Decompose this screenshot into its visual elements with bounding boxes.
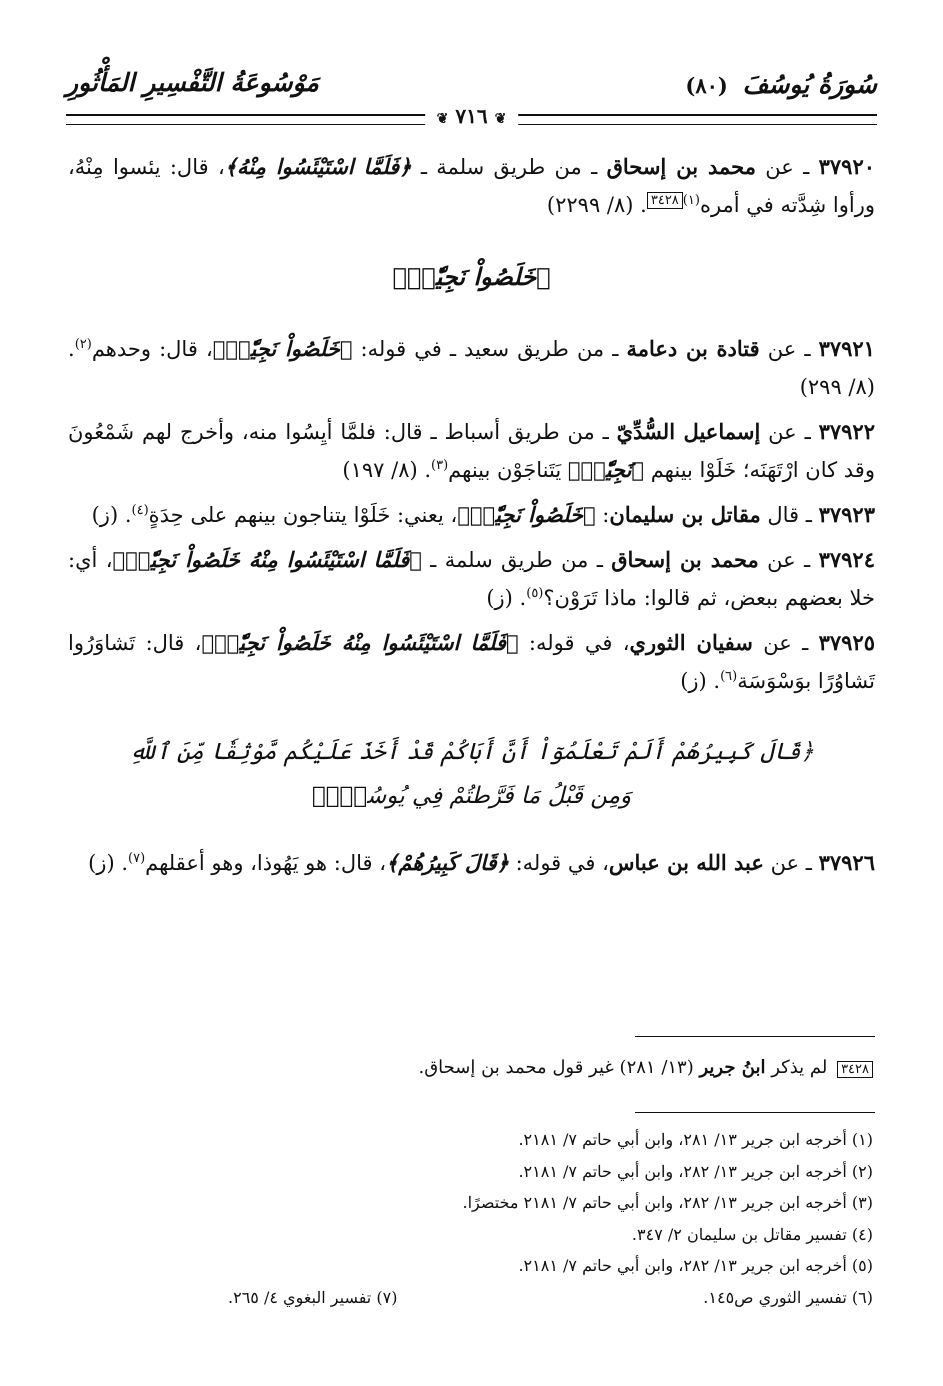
page-header	[66, 70, 877, 128]
text-run: يَتَناجَوْن بينهم	[448, 458, 568, 482]
text-run: ، يعني: خَلَوْا يتناجون بينهم على حِدَةٍ	[148, 503, 458, 527]
text-run: .	[68, 337, 75, 361]
citation: (ز)	[486, 586, 513, 610]
text-run: لم يذكر	[765, 1057, 834, 1078]
ornament-icon: ❦	[494, 111, 507, 127]
narration-entry	[68, 624, 875, 700]
editorial-number-box: ٣٤٢٨	[837, 1061, 873, 1078]
text-run: (١٣/ ٢٨١) غير قول محمد بن إسحاق.	[418, 1057, 700, 1078]
footnote: (٣) أخرجه ابن جرير ١٣/ ٢٨٢، وابن أبي حاتم ٧/ ٢١٨١ مختصرًا.	[462, 1193, 873, 1212]
text-run: ـ من طريق سلمة ـ	[421, 548, 612, 572]
footnote-ref: (٢)	[74, 337, 92, 352]
text-run: ـ عن	[760, 420, 819, 444]
text-run: ، قال: وحدهم	[91, 337, 213, 361]
text-run: ـ عن	[758, 548, 819, 572]
footnote-ref: (٥)	[526, 586, 544, 601]
quran-quote: ﴿فَلَمَّا اسْتَيْئَسُوا مِنْهُ خَلَصُواْ نَجِيّٗاۖ﴾	[112, 547, 422, 572]
text-run: ـ من طريق أسباط ـ قال: فلمَّا أيِسُوا منه، وأخرج لهم شَمْعُونَ وقد كان ارْتَهَنَه؛ خَلَوْا بينهم	[68, 420, 875, 482]
narration-entry	[68, 844, 875, 882]
book-title: مَوْسُوعَةُ التَّفْسِيرِ المَأْثُورِ	[66, 68, 319, 97]
footnote: (١) أخرجه ابن جرير ١٣/ ٢٨١، وابن أبي حاتم ٧/ ٢١٨١.	[518, 1130, 873, 1149]
footnotes	[68, 1124, 873, 1313]
footnote: (٥) أخرجه ابن جرير ١٣/ ٢٨٢، وابن أبي حاتم ٧/ ٢١٨١.	[518, 1256, 873, 1275]
quran-quote: ﴿خَلَصُواْ نَجِيّٗاۖ﴾	[212, 336, 353, 361]
editorial-rule	[635, 1036, 875, 1037]
narration-number: ٣٧٩٢١	[818, 336, 875, 361]
narrator-name: إسماعيل السُّدِّيّ	[616, 419, 761, 444]
narration-entry	[68, 496, 875, 534]
narrator-name: محمد بن إسحاق	[611, 547, 759, 572]
text-run: :	[595, 503, 610, 527]
footnote: (٧) تفسير البغوي ٤/ ٢٦٥.	[228, 1287, 398, 1307]
section-heading: ﴿خَلَصُواْ نَجِيّٗاۖ﴾	[392, 262, 551, 291]
footnote-ref: (٦)	[720, 669, 738, 684]
text-run: .	[417, 458, 432, 482]
narration-number: ٣٧٩٢٥	[818, 630, 876, 655]
page-number-block	[425, 104, 519, 128]
text-run: .	[118, 503, 132, 527]
text-run: ـ عن	[755, 155, 819, 179]
citation: (ز)	[91, 503, 119, 527]
footnote-ref: (٤)	[131, 503, 149, 518]
text-run: ـ من طريق سعيد ـ في قوله:	[352, 337, 627, 361]
text-run: .	[633, 193, 647, 217]
narrator-name: عبد الله بن عباس	[608, 850, 764, 875]
quran-quote: ﴿قَالَ كَبِيرُهُمْ﴾	[385, 850, 509, 875]
narration-number: ٣٧٩٢٣	[818, 502, 875, 527]
text-run: ، قال: تَشاوَرُوا تَشاوُرًا بوَسْوَسَة	[68, 631, 875, 693]
citation: (ز)	[88, 851, 115, 875]
footnote-ref: (٧)	[128, 851, 146, 866]
text-run: ـ عن	[759, 337, 819, 361]
footnote: (٤) تفسير مقاتل بن سليمان ٢/ ٣٤٧.	[631, 1224, 873, 1244]
scholar-name: ابنُ جرير	[699, 1057, 766, 1078]
editorial-ref-box: ٣٤٢٨	[647, 192, 683, 209]
citation: (٨/ ١٩٧)	[342, 458, 418, 482]
footnote-rule	[635, 1112, 875, 1113]
quran-quote: ﴿فَلَمَّا اسْتَيْئَسُوا مِنْهُ﴾	[224, 154, 412, 179]
text-run: .	[512, 586, 527, 610]
footnote-row	[68, 1282, 873, 1314]
narrator-name: مقاتل بن سليمان	[609, 502, 761, 527]
narrator-name: قتادة بن دعامة	[626, 336, 760, 361]
narration-entry	[68, 541, 875, 617]
text-run: ، قال: هو يَهُوذا، وهو أعقلهم	[145, 851, 386, 875]
text-run: ، قال: يئسوا مِنْهُ، ورأوا شِدَّته في أمره	[68, 155, 875, 217]
narration-entry	[68, 148, 875, 224]
verse-line-1: ﴿قَالَ كَبِيرُهُمْ أَلَمْ تَعْلَمُوٓاْ أَنَّ أَبَاكُمْ قَدْ أَخَذَ عَلَيْكُم مَّوْثِقٗا مِّنَ ٱللَّهِ	[128, 739, 815, 765]
citation: (٨/ ٢٢٩٩)	[546, 193, 634, 217]
narration-number: ٣٧٩٢٢	[818, 419, 875, 444]
editorial-note	[68, 1053, 873, 1085]
footnote-ref: (١)	[682, 193, 700, 208]
verse-line-2: وَمِن قَبْلُ مَا فَرَّطتُمْ فِي يُوسُفَۖ﴾	[311, 783, 632, 809]
text-run: ـ قال	[760, 503, 819, 527]
quran-quote: ﴿خَلَصُواْ نَجِيّٗاۖ﴾	[457, 502, 596, 527]
narration-number: ٣٧٩٢٦	[818, 850, 875, 875]
narrator-name: سفيان الثوري	[629, 630, 753, 655]
narration-entry	[68, 413, 875, 489]
footnote-ref: (٣)	[431, 458, 449, 473]
verse-number: (٨٠)	[685, 73, 728, 98]
text-run: ـ عن	[763, 851, 819, 875]
main-text	[68, 148, 875, 889]
text-run: .	[114, 851, 128, 875]
text-run: ـ عن	[752, 631, 819, 655]
narrator-name: محمد بن إسحاق	[606, 154, 756, 179]
citation: (٨/ ٢٩٩)	[799, 375, 875, 399]
ornament-icon: ❦	[436, 111, 449, 127]
citation: (ز)	[680, 669, 707, 693]
page-number: ٧١٦	[455, 104, 488, 128]
footnote: (٢) أخرجه ابن جرير ١٣/ ٢٨٢، وابن أبي حاتم ٧/ ٢١٨١.	[518, 1161, 873, 1181]
surah-name: سُورَةُ يُوسُفَ	[742, 70, 877, 99]
footnote: (٦) تفسير الثوري ص١٤٥.	[703, 1287, 873, 1307]
quran-verse	[68, 730, 875, 818]
narration-number: ٣٧٩٢٠	[818, 154, 876, 179]
narration-entry	[68, 330, 875, 406]
surah-title	[685, 70, 877, 99]
quran-quote: ﴿نَجِيّٗاۖ﴾	[567, 457, 645, 482]
text-run: ، أي: خلا بعضهم ببعض، ثم قالوا: ماذا تَرَوْن؟	[68, 548, 875, 610]
text-run: ، في قوله:	[518, 631, 630, 655]
quran-quote: ﴿فَلَمَّا اسْتَيْئَسُوا مِنْهُ خَلَصُواْ نَجِيّٗاۖ﴾	[201, 630, 519, 655]
text-run: .	[706, 669, 721, 693]
text-run: ، في قوله:	[508, 851, 609, 875]
narration-number: ٣٧٩٢٤	[818, 547, 875, 572]
text-run: ـ من طريق سلمة ـ	[411, 155, 607, 179]
